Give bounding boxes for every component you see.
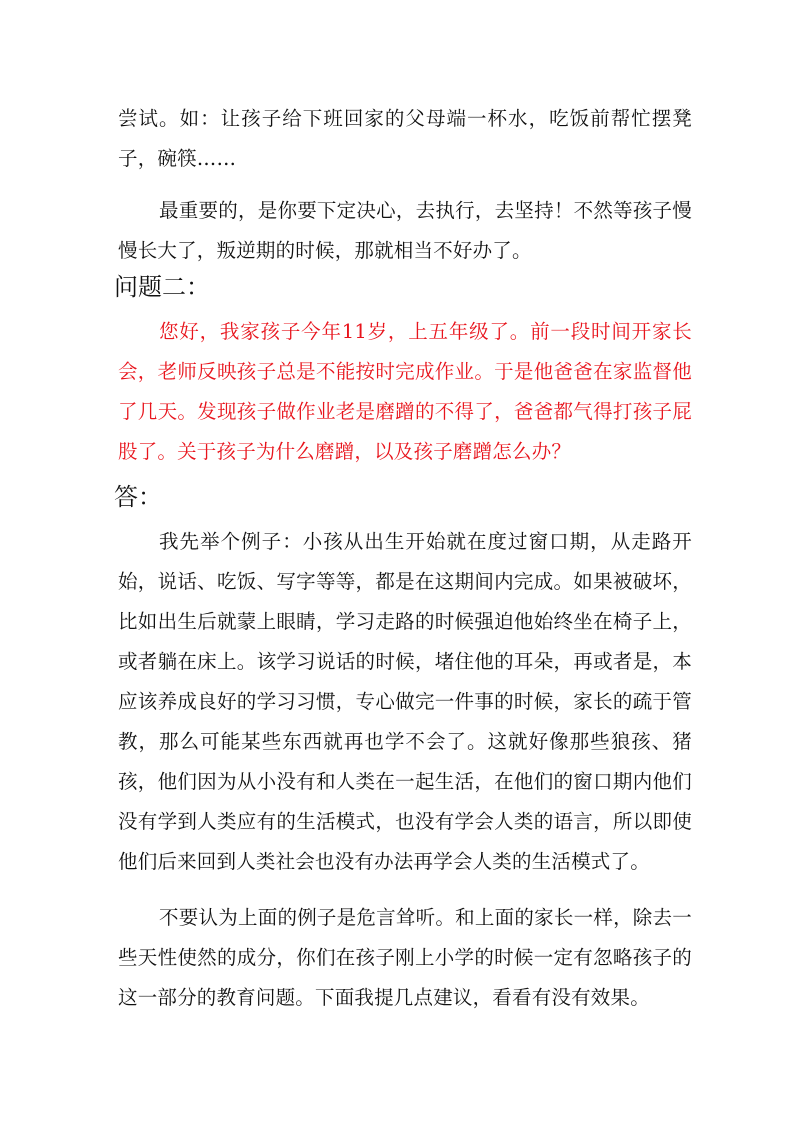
- answer-heading: 答：: [114, 483, 162, 511]
- answer-paragraph-2: 不要认为上面的例子是危言耸听。和上面的家长一样，除去一些天性使然的成分，你们在孩子刚上小学的时候一定有忽略孩子的这一部分的教育问题。下面我提几点建议，看看有没有效果。: [118, 906, 692, 1009]
- answer-paragraph-1: 我先举个例子：小孩从出生开始就在度过窗口期，从走路开始，说话、吃饭、写字等等，都是在这期间内完成。如果被破坏，比如出生后就蒙上眼睛，学习走路的时候强迫他始终坐在椅子上，或者躺在床上。该学习说话的时候，堵住他的耳朵，再或者是，本应该养成良好的学习习惯，专心做完一件事的时候，家长的疏于管教，那么可能某些东西就再也学不会了。这就好像那些狼孩、猪孩，他们因为从小没有和人类在一起生活，在他们的窗口期内他们没有学到人类应有的生活模式，也没有学会人类的语言，所以即使他们后来回到人类社会也没有办法再学会人类的生活模式了。: [118, 530, 692, 873]
- question-text: 您好，我家孩子今年11岁，上五年级了。前一段时间开家长会，老师反映孩子总是不能按时完成作业。于是他爸爸在家监督他了几天。发现孩子做作业老是磨蹭的不得了，爸爸都气得打孩子屁股了。关于孩子为什么磨蹭，以及孩子磨蹭怎么办？: [118, 320, 692, 463]
- question-heading: 问题二：: [114, 273, 210, 301]
- advice-paragraph: 最重要的，是你要下定决心，去执行，去坚持！不然等孩子慢慢长大了，叛逆期的时候，那就相当不好办了。: [118, 199, 692, 262]
- continuation-paragraph: 尝试。如：让孩子给下班回家的父母端一杯水，吃饭前帮忙摆凳子，碗筷……: [118, 107, 692, 170]
